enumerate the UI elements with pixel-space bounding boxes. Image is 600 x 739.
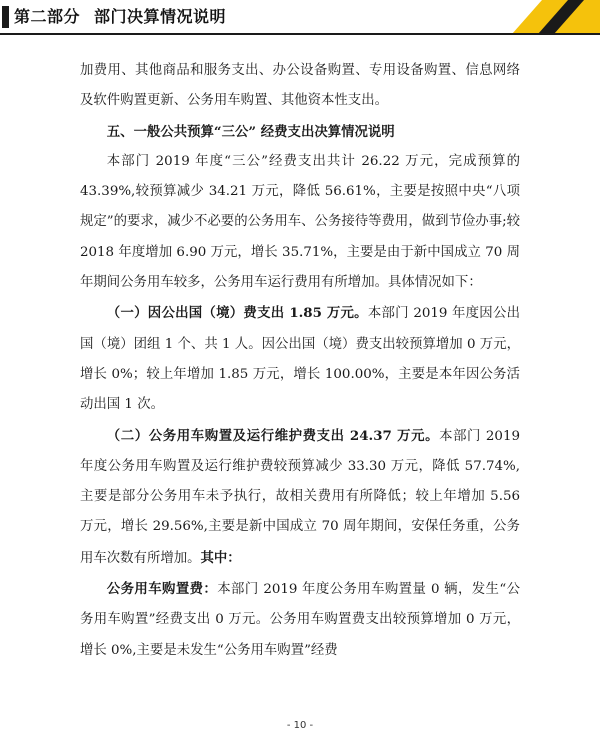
sub-text: 本部门 2019 年度公务用车购置量 0 辆，发生“公务用车购置”经费支出 0 万元。公务用车购置费支出较预算增加 0 万元，增长 0%,主要是未发生“公务用车购置”经费 [80, 582, 521, 658]
summary-paragraph: 本部门 2019 年度“三公”经费支出共计 26.22 万元，完成预算的 43.39%,较预算减少 34.21 万元，降低 56.61%，主要是按照中央“八项规定”的要求，减少不必要的公务用车、公务接待等费用，做到节俭办事;较 2018 年度增加 6.90 万元，增长 35.71%，主要是由于新中国成立 70 周年期间公务用车较多，公务用车运行费用有所增加。具体情况如下： [80, 153, 520, 291]
item2-paragraph [80, 421, 520, 574]
header-section-title: 部门决算情况说明 [94, 7, 227, 26]
section-heading: 五、一般公共预算“三公” 经费支出决算情况说明 [106, 123, 395, 140]
continuation-paragraph: 加费用、其他商品和服务支出、办公设备购置、专用设备购置、信息网络及软件购置更新、公务用车购置、其他资本性支出。 [80, 63, 520, 109]
item1-text: 本部门 2019 年度因公出国（境）团组 1 个、共 1 人。因公出国（境）费支出较预算增加 0 万元，增长 0%；较上年增加 1.85 万元，增长 100.00%，主要是本年因公务活动出国 1 次。 [80, 306, 521, 413]
header-rule [0, 33, 600, 35]
item2-tail: 其中： [200, 549, 241, 566]
sub-paragraph [80, 574, 520, 666]
page-header [0, 0, 600, 34]
item1-title: （一）因公出国（境）费支出 1.85 万元。 [106, 305, 368, 322]
header-marker [2, 6, 9, 28]
page-number: - 10 - [286, 720, 314, 731]
item2-title: （二）公务用车购置及运行维护费支出 24.37 万元。 [106, 427, 440, 444]
header-decoration [460, 0, 600, 34]
header-part: 第二部分 [14, 7, 81, 26]
document-body [80, 56, 520, 666]
header-title [14, 5, 226, 29]
item2-text: 本部门 2019 年度公务用车购置及运行维护费较预算减少 33.30 万元，降低 57.74%,主要是部分公务用车未予执行，故相关费用有所降低；较上年增加 5.56 万元，增长 29.56%,主要是新中国成立 70 周年期间，安保任务重，公务用车次数有所增加。 [80, 428, 520, 566]
sub-title: 公务用车购置费： [106, 581, 218, 598]
item1-paragraph [80, 298, 520, 420]
